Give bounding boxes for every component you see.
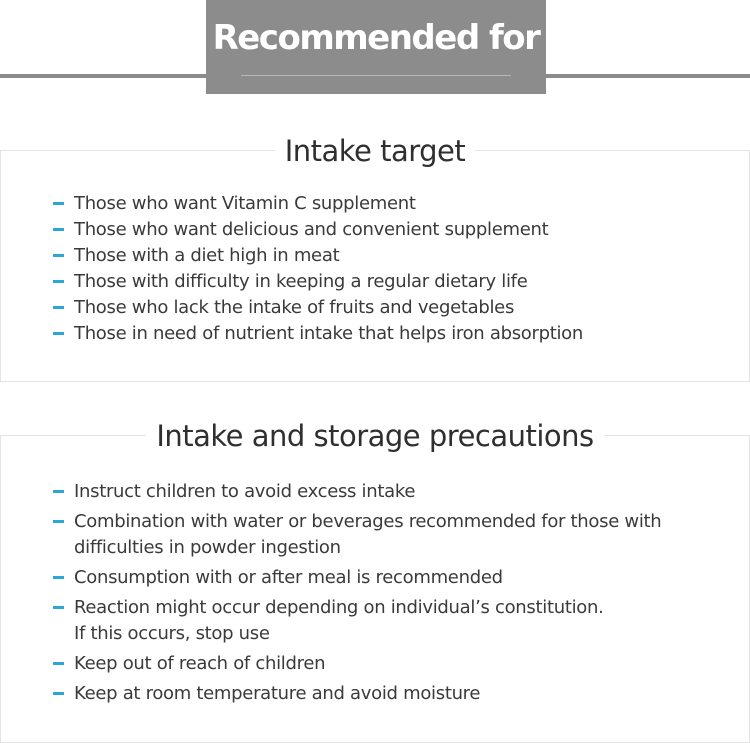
list-item-text-continued: difficulties in powder ingestion <box>74 537 341 558</box>
header-banner <box>206 0 546 94</box>
dash-bullet-icon <box>53 254 64 257</box>
precautions-heading-wrap <box>1 416 749 456</box>
list-item-text: Reaction might occur depending on individual’s constitution. <box>74 597 604 618</box>
list-item <box>53 217 583 243</box>
list-item <box>53 595 661 647</box>
precautions-heading: Intake and storage precautions <box>146 416 603 456</box>
list-item-text: Keep at room temperature and avoid moisture <box>74 683 481 704</box>
dash-bullet-icon <box>53 306 64 309</box>
intake-target-panel <box>0 134 750 382</box>
list-item <box>53 479 661 505</box>
list-item <box>53 681 661 707</box>
dash-bullet-icon <box>53 576 64 579</box>
dash-bullet-icon <box>53 606 64 609</box>
list-item <box>53 269 583 295</box>
list-item-text: Combination with water or beverages recommended for those with <box>74 511 662 532</box>
list-item-text: Consumption with or after meal is recommended <box>74 567 503 588</box>
intake-target-heading: Intake target <box>275 131 476 171</box>
dash-bullet-icon <box>53 202 64 205</box>
precautions-panel <box>0 419 750 743</box>
dash-bullet-icon <box>53 228 64 231</box>
precautions-list <box>53 479 661 711</box>
list-item-text: Those with a diet high in meat <box>74 245 340 266</box>
list-item <box>53 191 583 217</box>
header-underline <box>241 75 511 76</box>
list-item <box>53 651 661 677</box>
list-item-text: Those who want delicious and convenient supplement <box>74 219 549 240</box>
list-item <box>53 509 661 561</box>
list-item <box>53 295 583 321</box>
intake-target-heading-wrap <box>1 131 749 171</box>
list-item-text: Those who want Vitamin C supplement <box>74 193 416 214</box>
dash-bullet-icon <box>53 692 64 695</box>
dash-bullet-icon <box>53 490 64 493</box>
list-item <box>53 565 661 591</box>
list-item <box>53 321 583 347</box>
list-item <box>53 243 583 269</box>
dash-bullet-icon <box>53 332 64 335</box>
list-item-text: Keep out of reach of children <box>74 653 326 674</box>
dash-bullet-icon <box>53 280 64 283</box>
intake-target-list <box>53 191 583 347</box>
list-item-text-continued: If this occurs, stop use <box>74 623 270 644</box>
list-item-text: Those with difficulty in keeping a regular dietary life <box>74 271 528 292</box>
list-item-text: Instruct children to avoid excess intake <box>74 481 416 502</box>
header-title: Recommended for <box>212 18 540 58</box>
dash-bullet-icon <box>53 662 64 665</box>
list-item-text: Those who lack the intake of fruits and vegetables <box>74 297 515 318</box>
list-item-text: Those in need of nutrient intake that helps iron absorption <box>74 323 583 344</box>
dash-bullet-icon <box>53 520 64 523</box>
